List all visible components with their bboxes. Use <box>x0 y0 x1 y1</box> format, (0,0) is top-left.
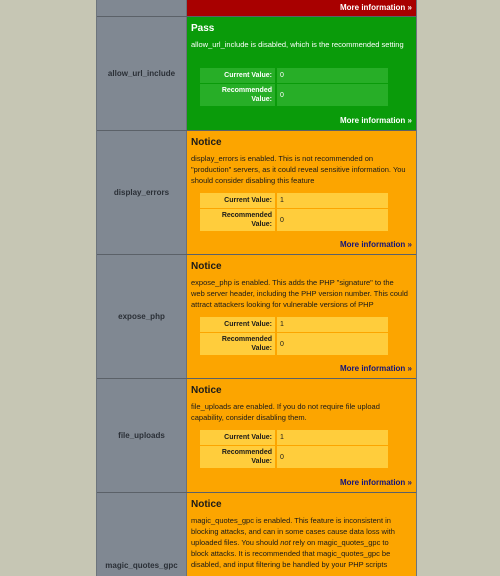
setting-name-cell <box>97 255 187 378</box>
setting-name-cell <box>97 0 187 16</box>
status-message: display_errors is enabled. This is not recommended on "production" servers, as it could reveal sensitive information. You should consider disabling this feature <box>191 154 406 185</box>
status-message: allow_url_include is disabled, which is the recommended setting <box>191 40 404 49</box>
status-title: Pass <box>191 23 215 34</box>
current-value-label: Current Value: <box>200 430 275 445</box>
recommended-value-label: Recommended Value: <box>200 209 275 231</box>
current-value-label: Current Value: <box>200 193 275 208</box>
current-value-label: Current Value: <box>200 68 275 83</box>
current-value: 1 <box>277 430 388 445</box>
status-title: Notice <box>191 499 222 510</box>
value-table <box>200 68 388 107</box>
current-value: 0 <box>277 68 388 83</box>
setting-row-display-errors <box>97 131 416 254</box>
status-message: magic_quotes_gpc is enabled. This feature is inconsistent in blocking attacks, and can in some cases cause data loss with uploaded files. You should not rely on magic_quotes_gpc to block attacks. It is recommended that magic_quotes_gpc be disabled, and input filtering be handled by your PHP scripts <box>191 516 395 569</box>
more-information-link[interactable]: More information » <box>339 3 412 12</box>
setting-row-allow-url-include <box>97 17 416 130</box>
more-information-link[interactable]: More information » <box>339 240 412 249</box>
status-title: Notice <box>191 261 222 272</box>
more-information-link[interactable]: More information » <box>339 478 412 487</box>
more-information-link[interactable]: More information » <box>339 116 412 125</box>
setting-row-file-uploads <box>97 379 416 492</box>
value-table <box>200 193 388 232</box>
setting-name-cell <box>97 493 187 576</box>
result-cell-notice <box>187 131 416 254</box>
value-table <box>200 430 388 469</box>
recommended-value-label: Recommended Value: <box>200 333 275 355</box>
setting-name: display_errors <box>113 188 170 197</box>
setting-name: expose_php <box>118 312 165 321</box>
setting-name-cell <box>97 17 187 130</box>
result-cell-notice <box>187 493 416 576</box>
value-table <box>200 317 388 356</box>
status-message: file_uploads are enabled. If you do not require file upload capability, consider disabling them. <box>191 402 380 422</box>
result-cell-notice <box>187 379 416 492</box>
recommended-value: 0 <box>277 84 388 106</box>
setting-name-cell <box>97 379 187 492</box>
status-title: Notice <box>191 137 222 148</box>
setting-name: file_uploads <box>118 431 165 440</box>
current-value-label: Current Value: <box>200 317 275 332</box>
recommended-value-label: Recommended Value: <box>200 84 275 106</box>
setting-name-cell <box>97 131 187 254</box>
result-cell-fail <box>187 0 416 16</box>
recommended-value: 0 <box>277 333 388 355</box>
setting-row-expose-php <box>97 255 416 378</box>
current-value: 1 <box>277 193 388 208</box>
current-value: 1 <box>277 317 388 332</box>
setting-row-magic-quotes-gpc <box>97 493 416 576</box>
setting-row <box>97 0 416 16</box>
recommended-value-label: Recommended Value: <box>200 446 275 468</box>
status-title: Notice <box>191 385 222 396</box>
result-cell-pass <box>187 17 416 130</box>
recommended-value: 0 <box>277 209 388 231</box>
more-information-link[interactable]: More information » <box>339 364 412 373</box>
status-message: expose_php is enabled. This adds the PHP "signature" to the web server header, including the PHP version number. This could attract attackers looking for vulnerable versions of PHP <box>191 278 408 309</box>
result-cell-notice <box>187 255 416 378</box>
setting-name: allow_url_include <box>107 69 176 78</box>
security-report-table <box>96 0 417 576</box>
recommended-value: 0 <box>277 446 388 468</box>
setting-name: magic_quotes_gpc <box>105 561 178 570</box>
